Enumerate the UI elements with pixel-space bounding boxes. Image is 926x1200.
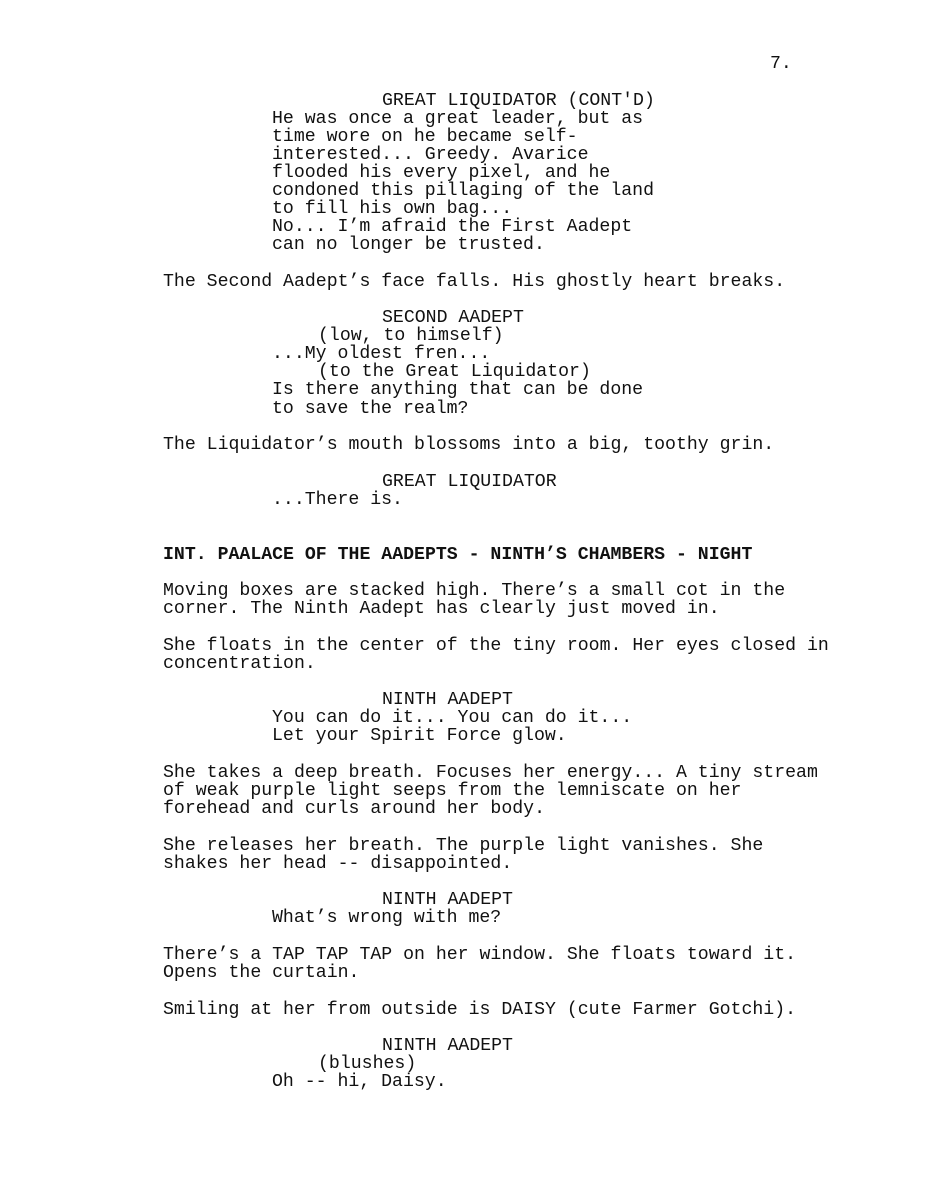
character-name: NINTH AADEPT	[382, 690, 513, 710]
character-name: GREAT LIQUIDATOR	[382, 472, 557, 492]
action-line: The Second Aadept’s face falls. His ghostly heart breaks.	[163, 272, 786, 292]
action-line: forehead and curls around her body.	[163, 799, 545, 819]
dialogue-line: interested... Greedy. Avarice	[272, 145, 589, 165]
dialogue-line: Let your Spirit Force glow.	[272, 726, 567, 746]
character-name: NINTH AADEPT	[382, 890, 513, 910]
action-line: shakes her head -- disappointed.	[163, 854, 513, 874]
action-line: She floats in the center of the tiny room. Her eyes closed in	[163, 636, 829, 656]
scene-heading: INT. PAALACE OF THE AADEPTS - NINTH’S CHAMBERS - NIGHT	[163, 545, 753, 565]
parenthetical: (to the Great Liquidator)	[318, 362, 591, 382]
action-line: concentration.	[163, 654, 316, 674]
action-line: Smiling at her from outside is DAISY (cute Farmer Gotchi).	[163, 1000, 797, 1020]
dialogue-line: ...There is.	[272, 490, 403, 510]
dialogue-line: He was once a great leader, but as	[272, 109, 644, 129]
action-line: She takes a deep breath. Focuses her energy... A tiny stream	[163, 763, 818, 783]
dialogue-line: can no longer be trusted.	[272, 235, 545, 255]
dialogue-line: Is there anything that can be done	[272, 380, 644, 400]
dialogue-line: flooded his every pixel, and he	[272, 163, 611, 183]
dialogue-line: You can do it... You can do it...	[272, 708, 633, 728]
action-line: She releases her breath. The purple light vanishes. She	[163, 836, 764, 856]
action-line: Moving boxes are stacked high. There’s a small cot in the	[163, 581, 786, 601]
dialogue-line: ...My oldest fren...	[272, 344, 491, 364]
dialogue-line: condoned this pillaging of the land	[272, 181, 654, 201]
dialogue-line: No... I’m afraid the First Aadept	[272, 217, 633, 237]
dialogue-line: time wore on he became self-	[272, 127, 578, 147]
dialogue-line: to save the realm?	[272, 399, 469, 419]
action-line: The Liquidator’s mouth blossoms into a big, toothy grin.	[163, 435, 775, 455]
dialogue-line: What’s wrong with me?	[272, 908, 502, 928]
character-name: SECOND AADEPT	[382, 308, 524, 328]
action-line: Opens the curtain.	[163, 963, 360, 983]
dialogue-line: to fill his own bag...	[272, 199, 513, 219]
character-name: GREAT LIQUIDATOR (CONT'D)	[382, 91, 655, 111]
action-line: corner. The Ninth Aadept has clearly just moved in.	[163, 599, 720, 619]
action-line: There’s a TAP TAP TAP on her window. She floats toward it.	[163, 945, 797, 965]
parenthetical: (low, to himself)	[318, 326, 504, 346]
character-name: NINTH AADEPT	[382, 1036, 513, 1056]
dialogue-line: Oh -- hi, Daisy.	[272, 1072, 447, 1092]
action-line: of weak purple light seeps from the lemniscate on her	[163, 781, 742, 801]
page-number: 7.	[770, 54, 792, 74]
parenthetical: (blushes)	[318, 1054, 417, 1074]
